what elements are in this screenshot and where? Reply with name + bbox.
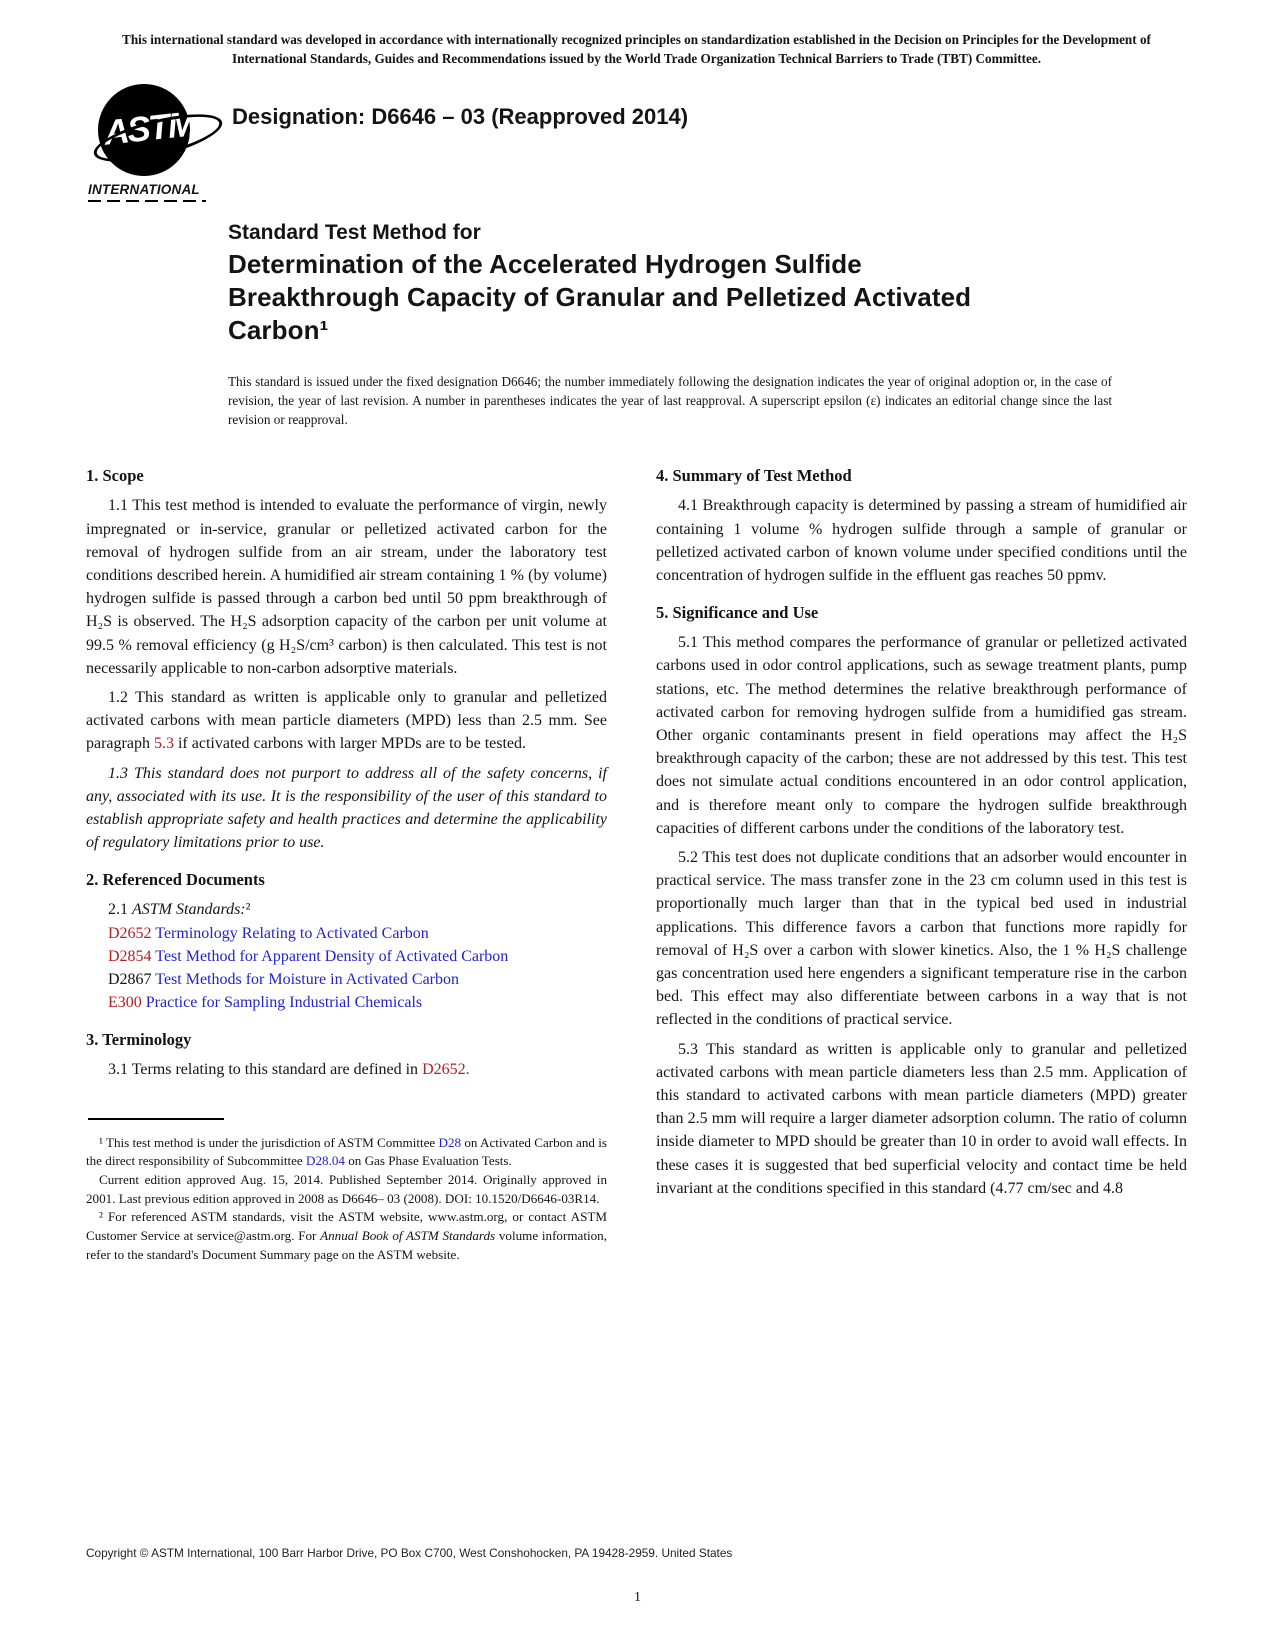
- text-run: ²: [245, 901, 251, 919]
- text-run: Annual Book of ASTM Standards: [320, 1228, 496, 1244]
- text-run: volume information, refer to the standard's Document Summary page on the ASTM website.: [86, 1228, 607, 1262]
- ref-link[interactable]: D2652: [108, 924, 152, 942]
- footnote-2: [86, 1208, 607, 1264]
- ref-link[interactable]: Practice for Sampling Industrial Chemicals: [145, 994, 423, 1012]
- text-run: 5.3 This standard as written is applicable only to granular and pelletized activated carbons with mean particle diameters less than 2.5 mm. Application of this standard to activated carbons with mean particle diameters (MPD) greater than 2.5 mm will require a larger diameter adsorption column. The ratio of column inside diameter to MPD should be greater than 10 in order to avoid wall effects. In these cases it is suggested that bed superficial velocity and contact time be held invariant at the conditions specified in this standard (4.77 cm/sec and 4.8: [656, 1040, 1187, 1197]
- ref-link[interactable]: E300: [108, 994, 142, 1012]
- paragraph-1-1: [86, 494, 607, 680]
- text-run: 1.2 This standard as written is applicable only to granular and pelletized activated carbons with mean particle diameters (MPD) less than 2.5 mm. See paragraph: [86, 689, 607, 753]
- section-heading-terminology: 3. Terminology: [86, 1030, 192, 1050]
- section-heading-referenced-documents: 2. Referenced Documents: [86, 870, 265, 890]
- title-kicker: Standard Test Method for: [228, 221, 481, 244]
- paragraph-3-1: [86, 1058, 607, 1081]
- ref-link[interactable]: D28.04: [306, 1153, 345, 1169]
- astm-globe-icon: [98, 84, 197, 176]
- text-run: ² For referenced ASTM standards, visit the ASTM website, www.astm.org, or contact ASTM Customer Service at service@astm.org. For: [86, 1209, 607, 1244]
- title-line-3: Carbon¹: [228, 315, 329, 345]
- text-run: on Gas Phase Evaluation Tests.: [344, 1153, 512, 1169]
- copyright-line: Copyright © ASTM International, 100 Barr Harbor Drive, PO Box C700, West Conshohocken, PA 19428-2959. United States: [86, 1546, 733, 1560]
- paragraph-1-2: [86, 686, 607, 756]
- paragraph-5-3: [656, 1038, 1187, 1200]
- text-run: 1.3 This standard does not purport to address all of the safety concerns, if any, associated with its use. It is the responsibility of the user of this standard to establish appropriate safety and health practices and determine the applicability of regulatory limitations prior to use.: [86, 764, 607, 852]
- footnote-edition: [86, 1171, 607, 1208]
- right-column: [656, 465, 1187, 1264]
- paragraph-5-2: [656, 846, 1187, 1032]
- footnote-1: [86, 1134, 607, 1171]
- ref-link[interactable]: D2652.: [422, 1061, 470, 1079]
- astm-logo-subtext: INTERNATIONAL: [88, 182, 200, 197]
- text-run: Current edition approved Aug. 15, 2014. Published September 2014. Originally approved in 2001. Last previous edition approved in 2008 as D6646– 03 (2008). DOI: 10.1520/D6646-03R14.: [86, 1172, 607, 1206]
- footnote-separator: [88, 1118, 224, 1120]
- reference-item-d2854: [86, 945, 607, 968]
- paragraph-5-1: [656, 631, 1187, 840]
- title-block: [228, 218, 1187, 347]
- column-gap: [607, 465, 656, 1264]
- page-number: 1: [634, 1590, 641, 1605]
- section-heading-summary: 4. Summary of Test Method: [656, 466, 852, 486]
- text-run: 3.1 Terms relating to this standard are defined in: [108, 1061, 423, 1079]
- title-line-2: Breakthrough Capacity of Granular and Pelletized Activated: [228, 282, 972, 312]
- text-run: ¹ This test method is under the jurisdiction of ASTM Committee: [99, 1134, 439, 1150]
- designation-text: Designation: D6646 – 03 (Reapproved 2014): [232, 104, 689, 129]
- two-column-body: [86, 465, 1187, 1264]
- reference-item-e300: [86, 991, 607, 1014]
- ref-link[interactable]: Terminology Relating to Activated Carbon: [155, 924, 429, 942]
- text-run: ASTM Standards:: [132, 901, 246, 919]
- text-run: 1.1 This test method is intended to evaluate the performance of virgin, newly impregnated or in-service, granular or pelletized activated carbon for the removal of hydrogen sulfide from an air stream, under the laboratory test conditions described herein. A humidified air stream containing 1 % (by volume) hydrogen sulfide is passed through a carbon bed until 50 ppm breakthrough of H₂S is observed. The H₂S adsorption capacity of the carbon per unit volume at 99.5 % removal efficiency (g H₂S/cm³ carbon) is then calculated. This test is not necessarily applicable to non-carbon adsorptive materials.: [86, 497, 607, 677]
- ref-link[interactable]: D2854: [108, 947, 152, 965]
- tbt-disclaimer: This international standard was developed in accordance with internationally recognized principles on standardization established in the Decision on Principles for the Development of International Standards, Guides and Recommendations issued by the World Trade Organization Technical Barriers to Trade (TBT) Committee.: [122, 32, 1151, 66]
- paragraph-4-1: [656, 494, 1187, 587]
- paragraph-2-1: [86, 898, 607, 921]
- reference-item-d2867: [86, 968, 607, 991]
- text-run: 5.1 This method compares the performance of granular or pelletized activated carbons used in odor control applications, such as sewage treatment plants, pump stations, etc. The method determines the relative breakthrough performance of activated carbon for removing hydrogen sulfide from a humidified gas stream. Other organic contaminants present in field operations may affect the H₂S breakthrough capacity of the carbon; these are not addressed by this test. This test does not simulate actual conditions encountered in an odor control application, and is therefore meant only to compare the hydrogen sulfide breakthrough capacities of different carbons under the conditions of the laboratory test.: [656, 634, 1187, 837]
- text-run: 2.1: [108, 901, 132, 919]
- text-run: if activated carbons with larger MPDs are to be tested.: [173, 735, 527, 753]
- text-run: 5.2 This test does not duplicate conditions that an adsorber would encounter in practical service. The mass transfer zone in the 23 cm column used in this test is proportionally much larger than that in the typical bed used in industrial applications. This difference favors a carbon that functions more rapidly for removal of H₂S over a carbon with slower kinetics. Also, the 1 % H₂S challenge gas concentration used here engenders a significant temperature rise in the carbon bed. This effect may also differentiate between carbons in a way that is not reflected in the conditions of practical service.: [656, 849, 1187, 1029]
- reference-item-d2652: [86, 922, 607, 945]
- document-header: [86, 84, 1187, 196]
- footnotes-block: [86, 1118, 607, 1265]
- section-heading-scope: 1. Scope: [86, 466, 144, 486]
- text-run: 4.1 Breakthrough capacity is determined by passing a stream of humidified air containing 1 volume % hydrogen sulfide through a sample of granular or pelletized activated carbon of known volume under specified conditions until the concentration of hydrogen sulfide in the effluent gas reaches 50 ppmv.: [656, 497, 1187, 584]
- text-run: D2867: [108, 971, 152, 989]
- astm-logo: [86, 84, 220, 202]
- ref-link[interactable]: 5.3: [153, 735, 174, 753]
- astm-logo-text: ASTM: [102, 104, 197, 153]
- ref-link[interactable]: Test Methods for Moisture in Activated Carbon: [155, 971, 459, 989]
- ref-link[interactable]: Test Method for Apparent Density of Activated Carbon: [155, 947, 509, 965]
- section-heading-significance: 5. Significance and Use: [656, 603, 819, 623]
- title-line-1: Determination of the Accelerated Hydrogen Sulfide: [228, 249, 862, 279]
- issuance-note: This standard is issued under the fixed designation D6646; the number immediately following the designation indicates the year of original adoption or, in the case of revision, the year of last revision. A number in parentheses indicates the year of last reapproval. A superscript epsilon (ε) indicates an editorial change since the last revision or reapproval.: [228, 374, 1112, 427]
- ref-link[interactable]: D28: [438, 1134, 462, 1150]
- astm-logo-underline: [88, 200, 206, 202]
- left-column: [86, 465, 607, 1264]
- paragraph-1-3: [86, 762, 607, 855]
- text-run: on Activated Carbon and is the direct responsibility of Subcommittee: [86, 1134, 607, 1169]
